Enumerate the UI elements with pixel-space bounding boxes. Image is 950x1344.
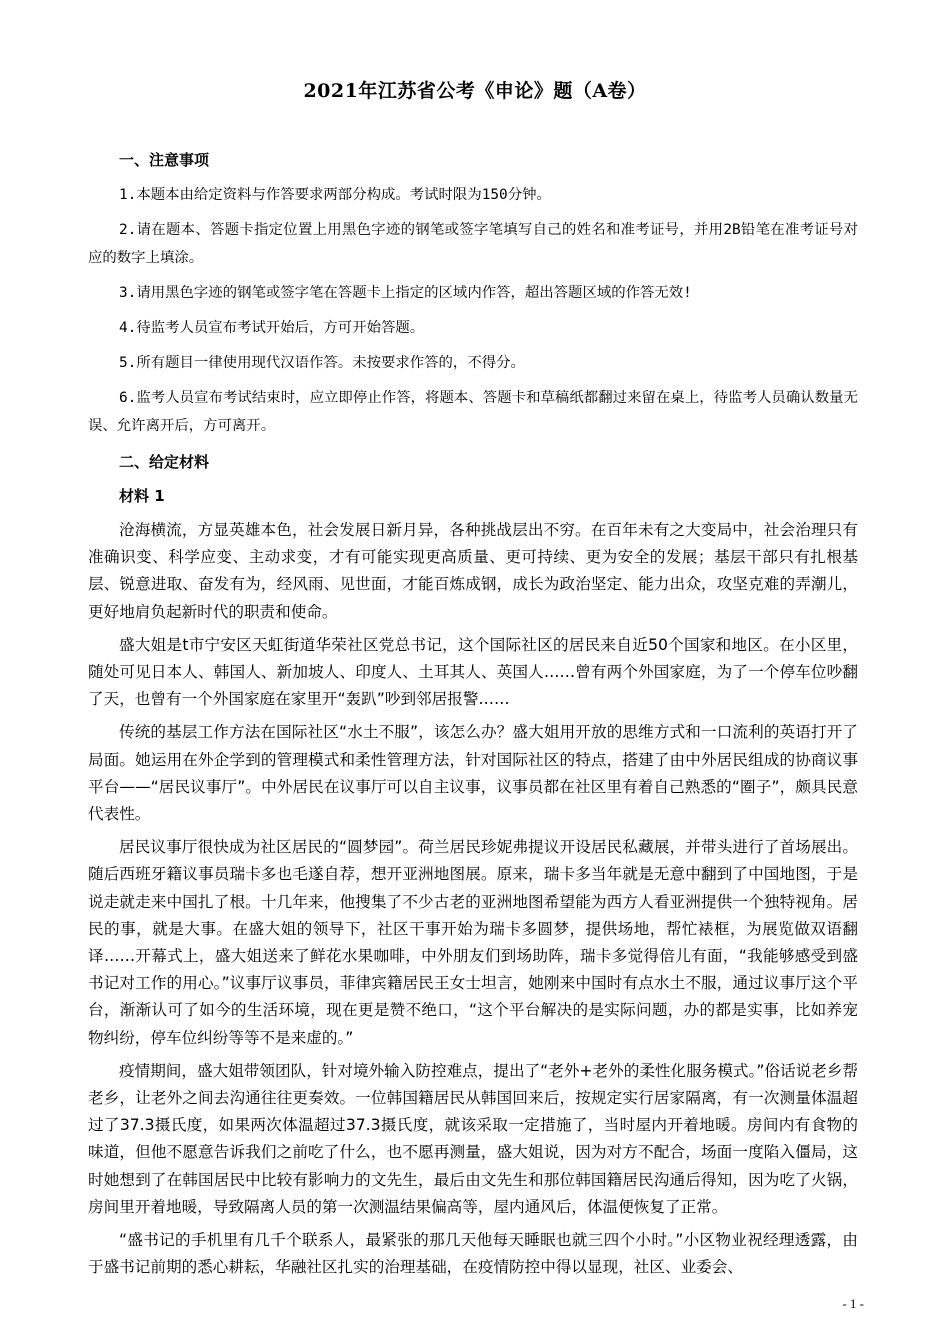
notice-item: 2.请在题本、答题卡指定位置上用黑色字迹的钢笔或签字笔填写自己的姓名和准考证号，并用2B铅笔在准考证号对应的数字上填涂。	[88, 222, 858, 266]
notice-item: 6.监考人员宣布考试结束时，应立即停止作答，将题本、答题卡和草稿纸都翻过来留在桌上，待监考人员确认数量无误、允许离开后，方可离开。	[88, 390, 858, 434]
material-paragraph: 传统的基层工作方法在国际社区“水土不服”，该怎么办？盛大姐用开放的思维方式和一口流利的英语打开了局面。她运用在外企学到的管理模式和柔性管理方法，针对国际社区的特点，搭建了由中外居民组成的协商议事平台——“居民议事厅”。中外居民在议事厅可以自主议事，议事员都在社区里有着自己熟悉的“圈子”，颇具民意代表性。	[88, 723, 858, 824]
notice-item: 4.待监考人员宣布考试开始后，方可开始答题。	[119, 320, 425, 336]
material-label: 材料 1	[119, 487, 165, 505]
material-paragraph: 居民议事厅很快成为社区居民的“圆梦园”。荷兰居民珍妮弗提议开设居民私藏展，并带头进行了首场展出。随后西班牙籍议事员瑞卡多也毛遂自荐，想开亚洲地图展。原来，瑞卡多当年就是无意中翻到了中国地图，于是说走就走来中国扎了根。十几年来，他搜集了不少古老的亚洲地图希望能为西方人看亚洲提供一个独特视角。居民的事，就是大事。在盛大姐的领导下，社区干事开始为瑞卡多圆梦，提供场地，帮忙裱框，为展览做双语翻译……开幕式上，盛大姐送来了鲜花水果咖啡，中外朋友们到场助阵，瑞卡多觉得倍儿有面，“我能够感受到盛书记对工作的用心。”议事厅议事员，菲律宾籍居民王女士坦言，她刚来中国时有点水土不服，通过议事厅这个平台，渐渐认可了如今的生活环境，现在更是赞不绝口，“这个平台解决的是实际问题，办的都是实事，比如养宠物纠纷，停车位纠纷等等不是来虚的。”	[88, 838, 858, 1047]
document-body	[88, 148, 858, 1287]
section-heading-notice: 一、注意事项	[119, 151, 210, 169]
material-paragraph: 盛大姐是t市宁安区天虹街道华荣社区党总书记，这个国际社区的居民来自近50个国家和地区。在小区里，随处可见日本人、韩国人、新加坡人、印度人、土耳其人、英国人……曾有两个外国家庭，为了一个停车位吵翻了天，也曾有一个外国家庭在家里开“轰趴”吵到邻居报警……	[88, 635, 858, 709]
material-text	[88, 517, 858, 1281]
material-paragraph: 沧海横流，方显英雄本色，社会发展日新月异，各种挑战层出不穷。在百年未有之大变局中，社会治理只有准确识变、科学应变、主动求变，才有可能实现更高质量、更可持续、更为安全的发展；基层干部只有扎根基层、锐意进取、奋发有为，经风雨、见世面，才能百炼成钢，成长为政治坚定、能力出众，攻坚克难的弄潮儿，更好地肩负起新时代的职责和使命。	[88, 521, 858, 621]
notice-item: 1.本题本由给定资料与作答要求两部分构成。考试时限为150分钟。	[119, 187, 551, 203]
material-paragraph: 疫情期间，盛大姐带领团队，针对境外输入防控难点，提出了“老外+老外的柔性化服务模式。”俗话说老乡帮老乡，让老外之间去沟通往往更奏效。一位韩国籍居民从韩国回来后，按规定实行居家隔离，有一次测量体温超过了37.3摄氏度，如果两次体温超过37.3摄氏度，就该采取一定措施了，当时屋内开着地暖。房间内有食物的味道，但他不愿意告诉我们之前吃了什么，也不愿再测量，盛大姐说，因为对方不配合，场面一度陷入僵局，这时她想到了在韩国居民中比较有影响力的文先生，最后由文先生和那位韩国籍居民沟通后得知，因为吃了火锅，房间里开着地暖，导致隔离人员的第一次测温结果偏高等，屋内通风后，体温便恢复了正常。	[88, 1061, 858, 1216]
page-number: - 1 -	[842, 1296, 864, 1311]
section-heading-materials: 二、给定材料	[119, 453, 210, 471]
material-paragraph: “盛书记的手机里有几千个联系人，最紧张的那几天他每天睡眠也就三四个小时。”小区物业祝经理透露，由于盛书记前期的悉心耕耘，华融社区扎实的治理基础，在疫情防控中得以显现，社区、业委会、	[88, 1231, 858, 1277]
notice-list	[88, 181, 858, 440]
document-title: 2021年江苏省公考《申论》题（A卷）	[303, 80, 647, 102]
notice-item: 5.所有题目一律使用现代汉语作答。未按要求作答的，不得分。	[119, 355, 525, 371]
notice-item: 3.请用黑色字迹的钢笔或签字笔在答题卡上指定的区域内作答，超出答题区域的作答无效!	[119, 285, 692, 301]
